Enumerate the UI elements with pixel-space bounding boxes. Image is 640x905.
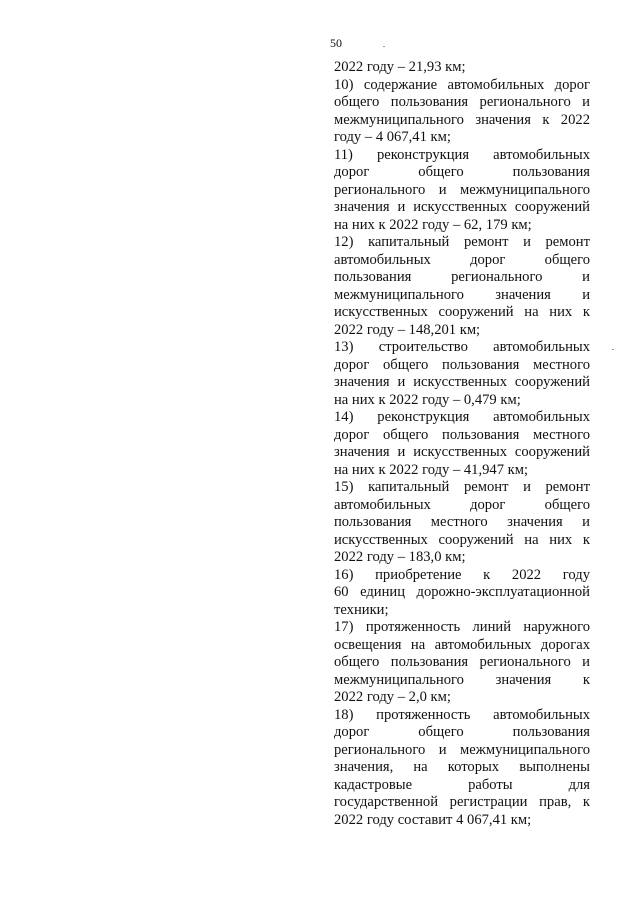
text-line: пользования регионального и bbox=[334, 269, 590, 285]
scan-speck bbox=[612, 349, 614, 350]
text-line: 18) протяженность автомобильных bbox=[334, 706, 590, 723]
text-line: регионального и межмуниципального bbox=[334, 741, 590, 758]
text-line: 15) капитальный ремонт и ремонт bbox=[334, 479, 590, 495]
text-line: 2022 году составит 4 067,41 км; bbox=[334, 811, 532, 828]
text-line: 2022 году – 2,0 км; bbox=[334, 689, 451, 705]
text-line: общего пользования регионального и bbox=[334, 94, 590, 110]
text-line: значения и искусственных сооружений bbox=[334, 444, 590, 460]
text-line: автомобильных дорог общего bbox=[334, 496, 590, 513]
text-line: 11) реконструкция автомобильных bbox=[334, 146, 590, 163]
text-line: значения и искусственных сооружений bbox=[334, 374, 590, 390]
text-line: 10) содержание автомобильных дорог bbox=[334, 76, 590, 93]
text-line: на них к 2022 году – 62, 179 км; bbox=[334, 216, 532, 233]
text-line: 17) протяженность линий наружного bbox=[334, 619, 590, 635]
text-line: 60 единиц дорожно-эксплуатационной bbox=[334, 584, 590, 600]
text-line: искусственных сооружений на них к bbox=[334, 531, 590, 548]
text-line: 2022 году – 21,93 км; bbox=[334, 59, 466, 75]
text-line: искусственных сооружений на них к bbox=[334, 304, 590, 320]
text-line: 12) капитальный ремонт и ремонт bbox=[334, 234, 590, 250]
text-line: освещения на автомобильных дорогах bbox=[334, 636, 590, 653]
text-line: году – 4 067,41 км; bbox=[334, 129, 451, 145]
text-line: общего пользования регионального и bbox=[334, 654, 590, 670]
text-line: межмуниципального значения к 2022 bbox=[334, 111, 590, 128]
text-line: дорог общего пользования bbox=[334, 164, 590, 180]
text-line: пользования местного значения и bbox=[334, 514, 590, 530]
text-line: кадастровые работы для bbox=[334, 776, 590, 793]
text-line: дорог общего пользования bbox=[334, 724, 590, 740]
scan-speck bbox=[383, 46, 385, 47]
text-line: 2022 году – 148,201 км; bbox=[334, 321, 481, 338]
text-line: автомобильных дорог общего bbox=[334, 251, 590, 268]
text-line: государственной регистрации прав, к bbox=[334, 794, 590, 810]
text-line: техники; bbox=[334, 601, 389, 618]
text-line: 13) строительство автомобильных bbox=[334, 339, 590, 355]
text-line: значения и искусственных сооружений bbox=[334, 199, 590, 215]
text-line: 14) реконструкция автомобильных bbox=[334, 409, 590, 425]
text-line: на них к 2022 году – 0,479 км; bbox=[334, 391, 521, 408]
text-line: межмуниципального значения к bbox=[334, 671, 590, 688]
text-line: 2022 году – 183,0 км; bbox=[334, 549, 466, 565]
text-line: на них к 2022 году – 41,947 км; bbox=[334, 461, 529, 478]
text-line: межмуниципального значения и bbox=[334, 286, 590, 303]
text-line: дорог общего пользования местного bbox=[334, 426, 590, 443]
text-line: значения, на которых выполнены bbox=[334, 759, 590, 775]
text-line: регионального и межмуниципального bbox=[334, 181, 590, 198]
text-column bbox=[334, 59, 590, 829]
text-line: 16) приобретение к 2022 году bbox=[334, 566, 590, 583]
text-line: дорог общего пользования местного bbox=[334, 356, 590, 373]
page-number: 50 bbox=[330, 36, 342, 50]
